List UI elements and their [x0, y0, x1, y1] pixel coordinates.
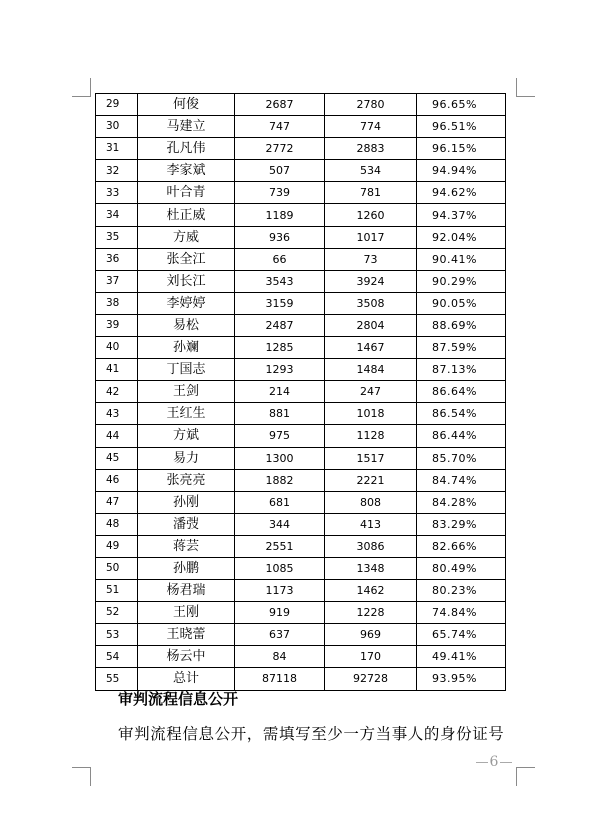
table-row [96, 624, 506, 646]
cell-name: 王剑 [138, 381, 235, 403]
cell-count-a: 2772 [235, 138, 325, 160]
cell-percentage: 94.62% [417, 182, 506, 204]
cell-count-b: 247 [325, 381, 417, 403]
cell-count-b: 2221 [325, 469, 417, 491]
cell-number: 49 [96, 535, 138, 557]
cell-count-a: 1285 [235, 337, 325, 359]
cell-percentage: 96.15% [417, 138, 506, 160]
page-corner-mark-bottom-left [72, 767, 91, 786]
table-row [96, 668, 506, 690]
cell-name: 易力 [138, 447, 235, 469]
page-corner-mark-top-left [72, 78, 91, 97]
page-number-dash-left [476, 762, 488, 763]
cell-number: 55 [96, 668, 138, 690]
cell-percentage: 86.54% [417, 403, 506, 425]
table-row [96, 513, 506, 535]
cell-count-b: 2804 [325, 314, 417, 336]
cell-percentage: 65.74% [417, 624, 506, 646]
cell-number: 44 [96, 425, 138, 447]
table-row [96, 204, 506, 226]
cell-percentage: 90.41% [417, 248, 506, 270]
table-row [96, 94, 506, 116]
cell-percentage: 94.94% [417, 160, 506, 182]
cell-count-b: 170 [325, 646, 417, 668]
cell-percentage: 87.13% [417, 359, 506, 381]
cell-name: 王刚 [138, 602, 235, 624]
cell-percentage: 90.05% [417, 292, 506, 314]
cell-count-b: 1484 [325, 359, 417, 381]
cell-name: 王晓蕾 [138, 624, 235, 646]
cell-name: 何俊 [138, 94, 235, 116]
cell-name: 总计 [138, 668, 235, 690]
cell-number: 30 [96, 116, 138, 138]
cell-count-a: 681 [235, 491, 325, 513]
table-row [96, 337, 506, 359]
table-row [96, 491, 506, 513]
cell-percentage: 80.49% [417, 557, 506, 579]
cell-count-a: 1882 [235, 469, 325, 491]
cell-count-a: 3159 [235, 292, 325, 314]
cell-count-a: 66 [235, 248, 325, 270]
cell-name: 王红生 [138, 403, 235, 425]
cell-count-b: 1348 [325, 557, 417, 579]
table-row [96, 646, 506, 668]
table-row [96, 381, 506, 403]
page-number-value: 6 [489, 754, 499, 770]
cell-number: 54 [96, 646, 138, 668]
cell-count-a: 214 [235, 381, 325, 403]
cell-percentage: 87.59% [417, 337, 506, 359]
statistics-table-body [96, 94, 506, 691]
table-row [96, 182, 506, 204]
cell-number: 52 [96, 602, 138, 624]
table-row [96, 557, 506, 579]
cell-count-b: 534 [325, 160, 417, 182]
cell-count-b: 3508 [325, 292, 417, 314]
cell-percentage: 94.37% [417, 204, 506, 226]
cell-count-a: 2487 [235, 314, 325, 336]
cell-number: 40 [96, 337, 138, 359]
cell-count-b: 1462 [325, 580, 417, 602]
cell-count-a: 919 [235, 602, 325, 624]
cell-count-b: 969 [325, 624, 417, 646]
cell-count-b: 808 [325, 491, 417, 513]
cell-count-b: 92728 [325, 668, 417, 690]
cell-name: 丁国志 [138, 359, 235, 381]
cell-name: 张全江 [138, 248, 235, 270]
cell-count-b: 1517 [325, 447, 417, 469]
cell-count-b: 1260 [325, 204, 417, 226]
cell-count-b: 73 [325, 248, 417, 270]
cell-number: 46 [96, 469, 138, 491]
cell-count-a: 507 [235, 160, 325, 182]
cell-percentage: 74.84% [417, 602, 506, 624]
cell-number: 51 [96, 580, 138, 602]
cell-number: 41 [96, 359, 138, 381]
cell-count-a: 87118 [235, 668, 325, 690]
page-number [470, 754, 518, 770]
cell-percentage: 49.41% [417, 646, 506, 668]
table-row [96, 403, 506, 425]
cell-count-a: 747 [235, 116, 325, 138]
table-row [96, 535, 506, 557]
cell-name: 杨云中 [138, 646, 235, 668]
cell-count-b: 774 [325, 116, 417, 138]
cell-number: 34 [96, 204, 138, 226]
table-row [96, 138, 506, 160]
cell-percentage: 84.28% [417, 491, 506, 513]
cell-percentage: 96.51% [417, 116, 506, 138]
table-row [96, 580, 506, 602]
cell-count-b: 3086 [325, 535, 417, 557]
cell-number: 33 [96, 182, 138, 204]
cell-number: 35 [96, 226, 138, 248]
cell-count-a: 1189 [235, 204, 325, 226]
cell-name: 孙斓 [138, 337, 235, 359]
cell-number: 39 [96, 314, 138, 336]
cell-name: 潘弢 [138, 513, 235, 535]
table-row [96, 425, 506, 447]
cell-number: 36 [96, 248, 138, 270]
cell-name: 孙刚 [138, 491, 235, 513]
cell-percentage: 92.04% [417, 226, 506, 248]
cell-count-a: 2551 [235, 535, 325, 557]
cell-count-b: 1018 [325, 403, 417, 425]
cell-count-b: 1467 [325, 337, 417, 359]
cell-name: 李婷婷 [138, 292, 235, 314]
cell-number: 32 [96, 160, 138, 182]
cell-number: 50 [96, 557, 138, 579]
cell-count-a: 1085 [235, 557, 325, 579]
cell-name: 蒋芸 [138, 535, 235, 557]
cell-count-a: 1173 [235, 580, 325, 602]
cell-count-a: 739 [235, 182, 325, 204]
cell-percentage: 88.69% [417, 314, 506, 336]
table-row [96, 447, 506, 469]
table-row [96, 359, 506, 381]
table-row [96, 469, 506, 491]
cell-name: 刘长江 [138, 270, 235, 292]
cell-percentage: 93.95% [417, 668, 506, 690]
cell-number: 37 [96, 270, 138, 292]
cell-count-a: 344 [235, 513, 325, 535]
cell-number: 48 [96, 513, 138, 535]
cell-number: 47 [96, 491, 138, 513]
section-heading: 审判流程信息公开 [118, 690, 239, 708]
cell-name: 叶合青 [138, 182, 235, 204]
table-row [96, 292, 506, 314]
cell-name: 孙鹏 [138, 557, 235, 579]
cell-name: 张亮亮 [138, 469, 235, 491]
cell-percentage: 86.64% [417, 381, 506, 403]
cell-count-b: 1128 [325, 425, 417, 447]
table-row [96, 314, 506, 336]
cell-count-b: 1017 [325, 226, 417, 248]
cell-number: 29 [96, 94, 138, 116]
cell-count-b: 413 [325, 513, 417, 535]
cell-number: 43 [96, 403, 138, 425]
cell-number: 45 [96, 447, 138, 469]
cell-percentage: 83.29% [417, 513, 506, 535]
page-number-dash-right [500, 762, 512, 763]
cell-percentage: 85.70% [417, 447, 506, 469]
cell-number: 53 [96, 624, 138, 646]
table-row [96, 160, 506, 182]
cell-number: 31 [96, 138, 138, 160]
cell-name: 杨君瑞 [138, 580, 235, 602]
cell-percentage: 90.29% [417, 270, 506, 292]
cell-count-a: 2687 [235, 94, 325, 116]
section-paragraph: 审判流程信息公开，需填写至少一方当事人的身份证号 [118, 725, 505, 743]
cell-percentage: 84.74% [417, 469, 506, 491]
cell-count-a: 1293 [235, 359, 325, 381]
table-row [96, 116, 506, 138]
table-row [96, 226, 506, 248]
cell-name: 方威 [138, 226, 235, 248]
cell-count-a: 1300 [235, 447, 325, 469]
cell-count-b: 3924 [325, 270, 417, 292]
cell-count-b: 2883 [325, 138, 417, 160]
cell-name: 杜正威 [138, 204, 235, 226]
cell-percentage: 80.23% [417, 580, 506, 602]
table-row [96, 248, 506, 270]
cell-percentage: 86.44% [417, 425, 506, 447]
statistics-table [95, 93, 506, 691]
cell-name: 李家斌 [138, 160, 235, 182]
cell-percentage: 96.65% [417, 94, 506, 116]
cell-percentage: 82.66% [417, 535, 506, 557]
cell-count-a: 3543 [235, 270, 325, 292]
cell-count-a: 84 [235, 646, 325, 668]
cell-count-a: 637 [235, 624, 325, 646]
cell-count-b: 781 [325, 182, 417, 204]
cell-count-b: 2780 [325, 94, 417, 116]
cell-count-a: 975 [235, 425, 325, 447]
table-row [96, 602, 506, 624]
cell-count-b: 1228 [325, 602, 417, 624]
cell-count-a: 881 [235, 403, 325, 425]
table-row [96, 270, 506, 292]
cell-number: 42 [96, 381, 138, 403]
cell-name: 方斌 [138, 425, 235, 447]
cell-name: 易松 [138, 314, 235, 336]
page-corner-mark-bottom-right [516, 767, 535, 786]
cell-name: 孔凡伟 [138, 138, 235, 160]
cell-name: 马建立 [138, 116, 235, 138]
page-corner-mark-top-right [516, 78, 535, 97]
cell-count-a: 936 [235, 226, 325, 248]
cell-number: 38 [96, 292, 138, 314]
